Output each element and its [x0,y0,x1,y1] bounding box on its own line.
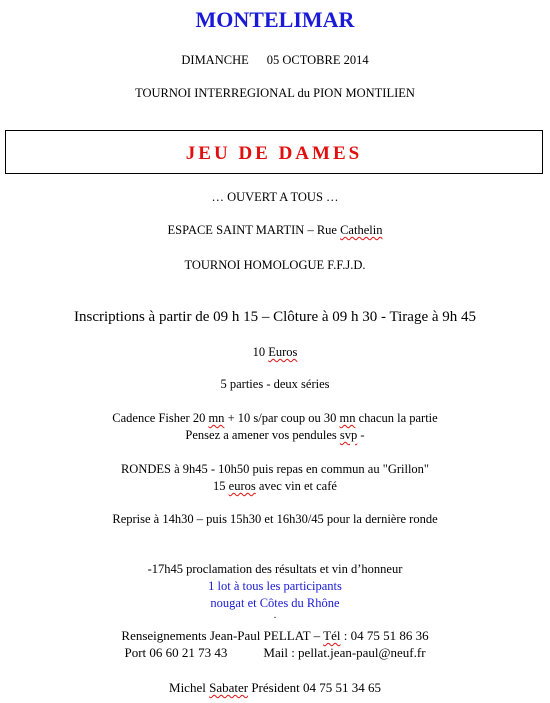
venue-text: ESPACE SAINT MARTIN – Rue [167,223,341,237]
president-last: Sabater [209,680,249,695]
contact-line [0,629,550,642]
prize-line: 1 lot à tous les participants [208,579,342,593]
president-line [0,681,550,694]
open-to-all: … OUVERT A TOUS … [211,190,339,204]
clocks-line [0,429,550,442]
rounds-line: 5 parties - deux séries [220,377,330,391]
homologation: TOURNOI HOMOLOGUE F.F.J.D. [184,258,366,272]
banner-box [5,130,543,174]
clocks-svp: svp [339,428,358,442]
rondes-line: RONDES à 9h45 - 10h50 puis repas en commun au "Grillon" [120,462,430,476]
contact-tel-label: Tél [323,628,341,643]
contact-name: Renseignements Jean-Paul PELLAT – [121,628,324,643]
meal-detail: avec vin et café [255,479,337,493]
schedule-line: Inscriptions à partir de 09 h 15 – Clôture à 09 h 30 - Tirage à 9h 45 [73,309,477,325]
results-line: -17h45 proclamation des résultats et vin d’honneur [147,562,403,576]
cadence-text-2: + 10 s/par coup ou 30 [224,411,340,425]
banner-title: JEU DE DAMES [185,143,363,164]
fee-currency: Euros [268,345,298,359]
event-date: 05 OCTOBRE 2014 [266,53,369,67]
cadence-text-1: Cadence Fisher 20 [112,411,209,425]
cadence-unit-2: mn [339,411,356,425]
port-mail-line [0,646,550,659]
contact-tel: : 04 75 51 86 36 [340,628,429,643]
venue-street: Cathelin [340,223,383,237]
president-first: Michel [169,680,210,695]
venue-line [0,224,550,237]
clocks-dash: - [357,428,365,442]
separator-dot: . [273,610,277,621]
resume-line: Reprise à 14h30 – puis 15h30 et 16h30/45 pour la dernière ronde [112,512,438,526]
meal-line [0,480,550,493]
cadence-unit-1: mn [208,411,225,425]
meal-amount: 15 [213,479,229,493]
contact-port: Port 06 60 21 73 43 [124,645,228,660]
clocks-text: Pensez a amener vos pendules [185,428,340,442]
fee-line [0,346,550,359]
prize-detail-line: nougat et Côtes du Rhône [210,596,340,610]
event-date-line [0,54,550,67]
cadence-line [0,412,550,425]
event-name: TOURNOI INTERREGIONAL du PION MONTILIEN [135,86,415,100]
cadence-text-3: chacun la partie [355,411,438,425]
fee-amount: 10 [252,345,269,359]
meal-currency: euros [228,479,256,493]
event-day: DIMANCHE [181,53,249,67]
president-detail: Président 04 75 51 34 65 [248,680,381,695]
city-title: MONTELIMAR [195,7,355,32]
contact-mail: Mail : pellat.jean-paul@neuf.fr [263,645,426,660]
